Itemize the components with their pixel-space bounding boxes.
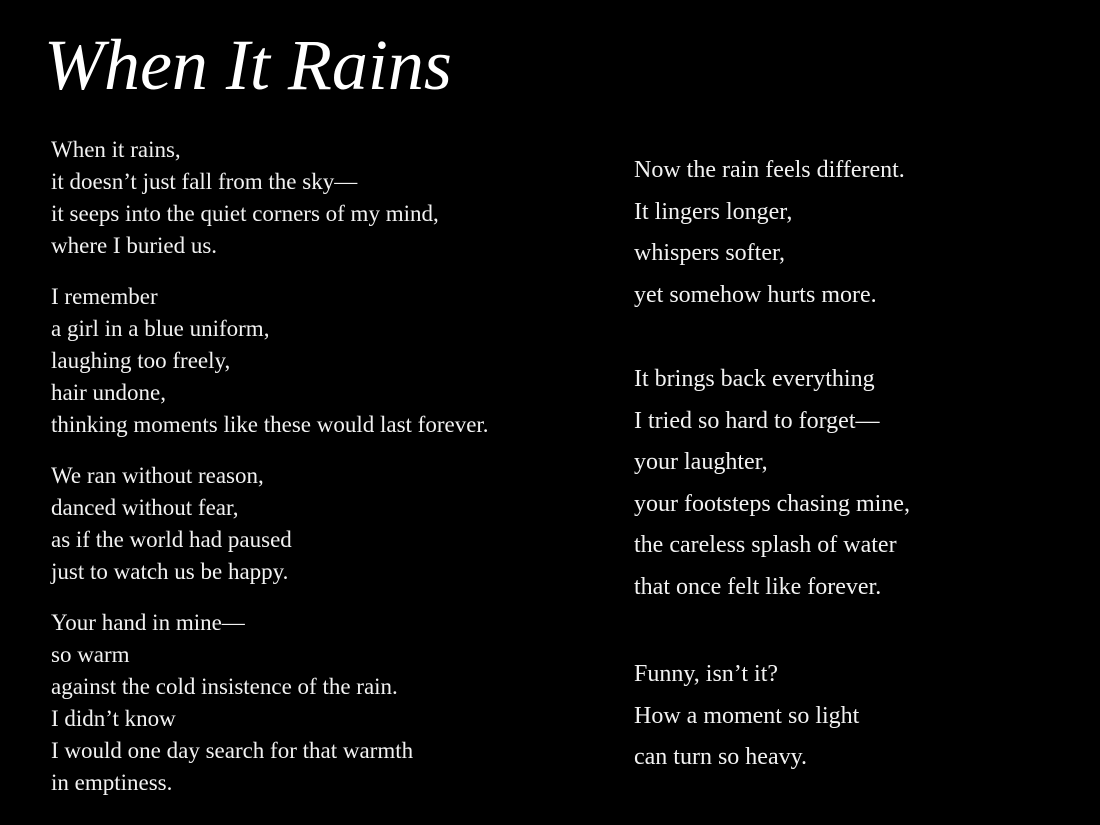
poem-line: I would one day search for that warmth — [51, 738, 414, 763]
poem-line: When it rains, — [51, 137, 181, 162]
poem-line: We ran without reason, — [51, 463, 264, 488]
poem-line: I remember — [51, 284, 158, 309]
poem-line: the careless splash of water — [634, 532, 897, 558]
poem-right-column — [634, 150, 910, 822]
poem-line: I didn’t know — [51, 706, 176, 731]
poem-line: a girl in a blue uniform, — [51, 316, 270, 341]
poem-line: hair undone, — [51, 380, 166, 405]
poem-line: your laughter, — [634, 449, 768, 475]
poem-line: just to watch us be happy. — [51, 559, 289, 584]
poem-line: Your hand in mine— — [51, 610, 245, 635]
stanza — [634, 150, 910, 316]
poem-line: your footsteps chasing mine, — [634, 490, 910, 517]
poem-line: It brings back everything — [634, 366, 875, 392]
poem-title: When It Rains — [44, 25, 452, 105]
poem-line: yet somehow hurts more. — [634, 281, 877, 308]
stanza — [634, 654, 910, 779]
poem-line: against the cold insistence of the rain. — [51, 674, 398, 699]
poem-line: in emptiness. — [51, 770, 173, 795]
poem-line: where I buried us. — [51, 233, 218, 258]
poem-line: it seeps into the quiet corners of my mind, — [51, 201, 439, 226]
poem-line: Now the rain feels different. — [634, 157, 905, 183]
stanza — [51, 281, 489, 441]
poem-line: laughing too freely, — [51, 348, 231, 373]
poem-line: It lingers longer, — [634, 198, 793, 225]
poem-line: can turn so heavy. — [634, 744, 808, 770]
poem-line: so warm — [51, 642, 130, 667]
poem-line: whispers softer, — [634, 240, 786, 266]
poem-line: Funny, isn’t it? — [634, 661, 779, 687]
stanza — [51, 134, 489, 262]
stanza — [51, 460, 489, 588]
poem-line: I tried so hard to forget— — [634, 407, 880, 434]
stanza — [634, 359, 910, 608]
poem-left-column — [51, 134, 489, 818]
stanza — [51, 607, 489, 799]
poem-line: as if the world had paused — [51, 527, 292, 552]
poem-line: danced without fear, — [51, 495, 239, 520]
poem-line: How a moment so light — [634, 702, 860, 729]
poem-line: thinking moments like these would last forever. — [51, 412, 489, 437]
poem-line: that once felt like forever. — [634, 573, 882, 600]
poem-line: it doesn’t just fall from the sky— — [51, 169, 358, 194]
